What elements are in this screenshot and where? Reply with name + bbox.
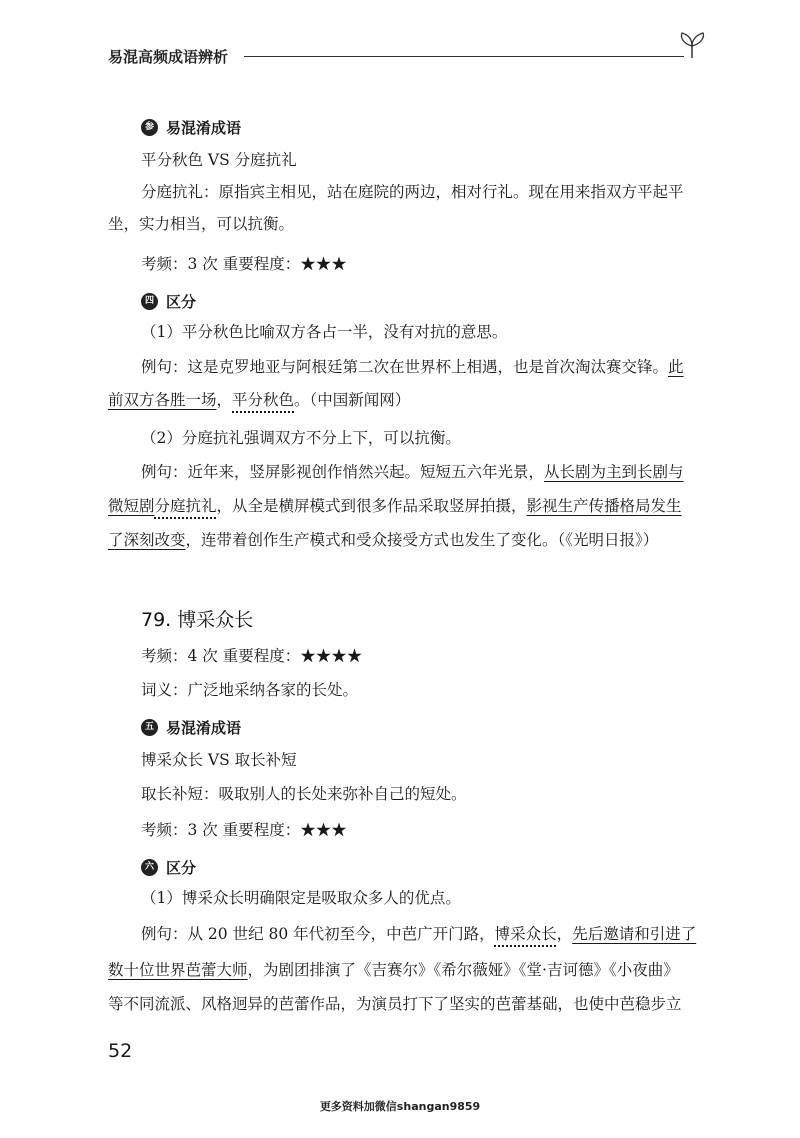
diff-point-3: （1）博采众长明确限定是吸取众多人的优点。 [141, 889, 461, 907]
running-header-title: 易混高频成语辨析 [108, 48, 229, 66]
heading-label: 区分 [166, 858, 197, 877]
emphasized-idiom: 博采众长 [494, 925, 557, 943]
entry-meaning: 词义：广泛地采纳各家的长处。 [141, 681, 359, 699]
example-text: 例句：这是克罗地亚与阿根廷第二次在世界杯上相遇，也是首次淘汰赛交锋。 [141, 358, 669, 376]
example-1-line-1 [141, 355, 684, 379]
section-badge-icon: 四 [141, 293, 158, 310]
underlined-text: 微短剧 [108, 497, 155, 515]
idiom-pair-2: 博采众长 VS 取长补短 [141, 751, 297, 769]
example-text: ，为剧团排演了《吉赛尔》《希尔薇娅》《堂·吉诃德》《小夜曲》 [247, 961, 679, 979]
underlined-text: 数十位世界芭蕾大师 [108, 961, 248, 979]
example-2-line-2 [108, 494, 682, 518]
page-number: 52 [108, 1040, 133, 1062]
example-2-line-3 [108, 528, 658, 552]
diff-heading-1 [141, 286, 196, 314]
example-text: ，从全是横屏模式到很多作品采取竖屏拍摄， [216, 497, 527, 515]
sprout-icon [672, 30, 712, 60]
section-badge-icon: 六 [141, 859, 158, 876]
underlined-text: 影视生产传播格局发生 [526, 497, 682, 515]
example-3-line-2 [108, 958, 679, 982]
example-source: 。（中国新闻网） [294, 391, 411, 409]
diff-point-2: （2）分庭抗礼强调双方不分上下，可以抗衡。 [141, 429, 461, 447]
underlined-text: 前双方各胜一场 [108, 391, 217, 409]
section-badge-icon: 五 [141, 719, 158, 736]
confuse-heading-2 [141, 712, 241, 740]
diff-heading-2 [141, 852, 196, 880]
heading-label: 易混淆成语 [166, 718, 242, 737]
emphasized-idiom: 平分秋色 [232, 391, 295, 409]
confuse-heading-1 [141, 112, 241, 140]
entry-title: 79. 博采众长 [141, 609, 254, 631]
example-text: 例句：从 20 世纪 80 年代初至今，中芭广开门路， [141, 925, 495, 943]
example-2-line-1 [141, 460, 684, 484]
frequency-2: 考频：3 次 重要程度：★★★ [141, 821, 347, 839]
definition-line-1: 分庭抗礼：原指宾主相见，站在庭院的两边，相对行礼。现在用来指双方平起平 [141, 183, 684, 201]
underlined-text: 从长剧为主到长剧与 [544, 463, 684, 481]
idiom-pair-1: 平分秋色 VS 分庭抗礼 [141, 151, 297, 169]
example-3-line-1 [141, 922, 696, 946]
definition-2: 取长补短：吸取别人的长处来弥补自己的短处。 [141, 785, 467, 803]
example-source: ，连带着创作生产模式和受众接受方式也发生了变化。（《光明日报》） [185, 531, 659, 549]
example-3-line-3: 等不同流派、风格迥异的芭蕾作品，为演员打下了坚实的芭蕾基础，也使中芭稳步立 [108, 995, 682, 1013]
header-rule [244, 56, 684, 57]
underlined-text: 此 [668, 358, 684, 376]
example-1-line-2 [108, 388, 410, 412]
heading-label: 易混淆成语 [166, 118, 242, 137]
underlined-text: 先后邀请和引进了 [572, 925, 697, 943]
underlined-text: 了深刻改变 [108, 531, 186, 549]
emphasized-idiom: 分庭抗礼 [154, 497, 217, 515]
definition-line-2: 坐，实力相当，可以抗衡。 [108, 215, 295, 233]
footer-note: 更多资料加微信shangan9859 [319, 1100, 481, 1113]
heading-label: 区分 [166, 292, 197, 311]
frequency-1: 考频：3 次 重要程度：★★★ [141, 255, 347, 273]
example-text: 例句：近年来，竖屏影视创作悄然兴起。短短五六年光景， [141, 463, 545, 481]
example-text: ， [216, 391, 233, 409]
entry-frequency: 考频：4 次 重要程度：★★★★ [141, 647, 363, 665]
example-text: ， [556, 925, 573, 943]
diff-point-1: （1）平分秋色比喻双方各占一半，没有对抗的意思。 [141, 323, 508, 341]
section-badge-icon: 参 [141, 119, 158, 136]
